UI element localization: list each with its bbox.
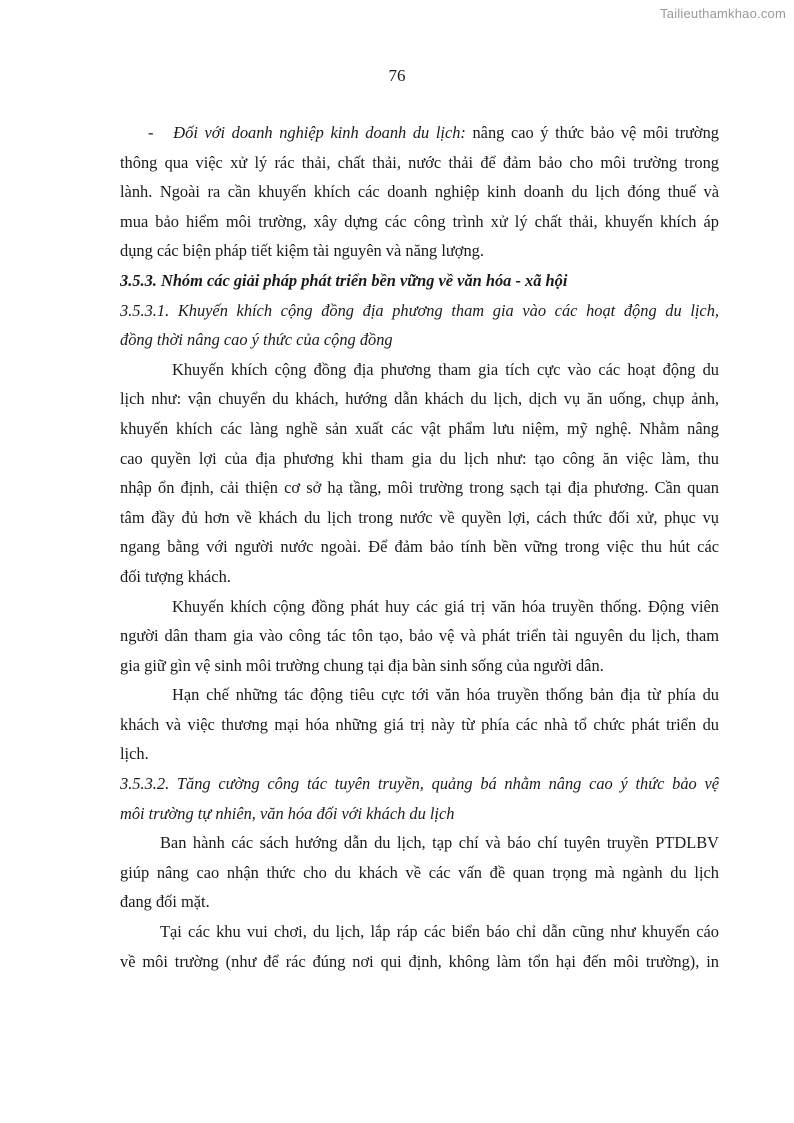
document-body — [120, 118, 719, 976]
paragraph-line: lịch như: vận chuyển du khách, hướng dẫn khách du lịch, dịch vụ ăn uống, chụp ảnh, — [120, 389, 719, 409]
bullet-first-line — [120, 118, 719, 148]
subsection-heading-line: môi trường tự nhiên, văn hóa đối với khách du lịch — [120, 803, 455, 823]
paragraph-line: đang đối mặt. — [120, 892, 210, 912]
subsection-heading-line: đồng thời nâng cao ý thức của cộng đồng — [120, 330, 393, 350]
subsection-heading-line: 3.5.3.2. Tăng cường công tác tuyên truyền, quảng bá nhằm nâng cao ý thức bảo vệ — [120, 774, 719, 794]
paragraph-line: ngang bằng với người nước ngoài. Để đảm bảo tính bền vững trong việc thu hút các — [120, 537, 719, 557]
paragraph-line: Hạn chế những tác động tiêu cực tới văn hóa truyền thống bản địa từ phía du — [172, 685, 719, 705]
paragraph-line: Khuyến khích cộng đồng địa phương tham gia tích cực vào các hoạt động du — [172, 359, 719, 379]
paragraph-line: giúp nâng cao nhận thức cho du khách về các vấn đề quan trọng mà ngành du lịch — [120, 862, 719, 882]
bullet-marker: - — [148, 123, 154, 142]
bullet-line: lành. Ngoài ra cần khuyến khích các doanh nghiệp kinh doanh du lịch đóng thuế và — [120, 182, 719, 202]
paragraph-line: Ban hành các sách hướng dẫn du lịch, tạp chí và báo chí tuyên truyền PTDLBV — [160, 833, 719, 853]
watermark-text: Tailieuthamkhao.com — [660, 6, 786, 21]
paragraph-line: tâm đầy đủ hơn về khách du lịch trong nước về quyền lợi, cách thức đối xử, phục vụ — [120, 507, 719, 527]
paragraph-line: lịch. — [120, 744, 149, 764]
section-heading: 3.5.3. Nhóm các giải pháp phát triển bền vững về văn hóa - xã hội — [120, 270, 568, 290]
paragraph-line: khách và việc thương mại hóa những giá trị này từ phía các nhà tổ chức phát triển du — [120, 714, 719, 734]
bullet-line: nâng cao ý thức bảo vệ môi trường — [465, 123, 719, 142]
paragraph-line: gia giữ gìn vệ sinh môi trường chung tại địa bàn sinh sống của người dân. — [120, 655, 604, 675]
paragraph-line: cao quyền lợi của địa phương khi tham gia du lịch như: tạo công ăn việc làm, thu — [120, 448, 719, 468]
bullet-line: dụng các biện pháp tiết kiệm tài nguyên và năng lượng. — [120, 241, 484, 261]
bullet-line: mua bảo hiểm môi trường, xây dựng các công trình xử lý chất thải, khuyến khích áp — [120, 211, 719, 231]
bullet-line: thông qua việc xử lý rác thải, chất thải, nước thải để đảm bảo cho môi trường trong — [120, 152, 719, 172]
paragraph-line: về môi trường (như để rác đúng nơi qui định, không làm tổn hại đến môi trường), in — [120, 951, 719, 971]
paragraph-line: người dân tham gia vào công tác tôn tạo, bảo vệ và phát triển tài nguyên du lịch, tham — [120, 626, 719, 646]
bullet-lead: Đối với doanh nghiệp kinh doanh du lịch: — [173, 123, 466, 142]
page-number: 76 — [388, 66, 406, 85]
paragraph-line: Tại các khu vui chơi, du lịch, lắp ráp các biển báo chỉ dẫn cũng như khuyến cáo — [160, 922, 719, 942]
paragraph-line: nhập ổn định, cải thiện cơ sở hạ tầng, môi trường trong sạch tại địa phương. Cần quan — [120, 478, 719, 498]
paragraph-line: Khuyến khích cộng đồng phát huy các giá trị văn hóa truyền thống. Động viên — [172, 596, 719, 616]
subsection-heading-line: 3.5.3.1. Khuyến khích cộng đồng địa phương tham gia vào các hoạt động du lịch, — [120, 300, 719, 320]
paragraph-line: đối tượng khách. — [120, 566, 231, 586]
paragraph-line: khuyến khích các làng nghề sản xuất các vật phẩm lưu niệm, mỹ nghệ. Nhằm nâng — [120, 418, 719, 438]
